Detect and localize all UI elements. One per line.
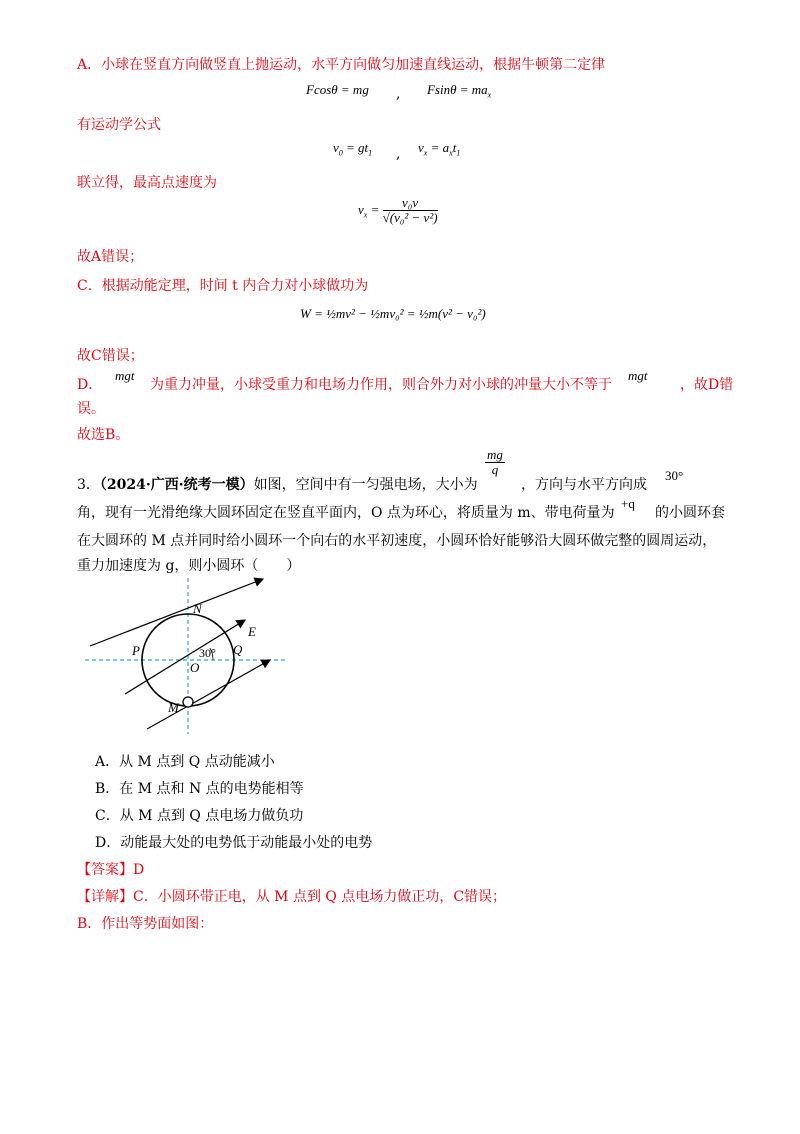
- solution-d-text2: ，故D错: [680, 377, 734, 393]
- choose-b: 故选B。: [77, 427, 130, 443]
- field-magnitude: [485, 448, 505, 477]
- charge-value: +q: [621, 496, 635, 511]
- c-wrong: 故C错误；: [77, 348, 144, 364]
- vx-numerator: v₀v: [383, 196, 438, 211]
- equation-f-cos-text: Fcosθ = mg: [306, 82, 369, 97]
- solution-d-label: D．: [77, 377, 103, 393]
- equation-vx-sub: x: [423, 148, 428, 158]
- question3-number: 3．: [77, 477, 100, 493]
- solution-d-text3: 误。: [77, 401, 105, 417]
- label-q: Q: [233, 642, 243, 657]
- field-angle: 30°: [665, 468, 684, 483]
- answer-label: 【答案】: [77, 862, 133, 878]
- label-o: O: [190, 660, 200, 675]
- answer-line: [77, 859, 144, 879]
- question3-text2: ，方向与水平方向成: [521, 477, 647, 493]
- vx-lhs: $v_x$ =: [358, 201, 380, 220]
- equation-separator-2: ,: [396, 146, 401, 162]
- vx-denominator: √(v₀² − v²): [382, 210, 438, 225]
- question3-text4: 的小圆环套: [655, 505, 725, 521]
- equation-vx: [418, 140, 460, 158]
- combine-line: 联立得，最高点速度为: [77, 175, 217, 191]
- small-ring: [183, 697, 193, 707]
- label-n: N: [193, 601, 202, 616]
- equation-f-sin: [427, 82, 491, 100]
- question3-text3: 角，现有一光滑绝缘大圆环固定在竖直平面内，O 点为环心，将质量为 m、带电荷量为: [77, 505, 615, 521]
- option-c: C．从 M 点到 Q 点电场力做负功: [95, 808, 304, 824]
- field-numerator: mg: [487, 447, 503, 462]
- equation-f-cos: [306, 82, 369, 98]
- equation-v0-sub2: 1: [368, 148, 373, 158]
- field-line-bottom: [147, 660, 270, 729]
- equation-vx-sub2: x: [449, 148, 453, 158]
- solution-d-text1: 为重力冲量，小球受重力和电场力作用，则合外力对小球的冲量大小不等于: [150, 377, 612, 393]
- equation-vx-rest: = a: [427, 140, 450, 155]
- solution-c-line: C．根据动能定理，时间 t 内合力对小球做功为: [77, 278, 369, 294]
- question3-text6: 重力加速度为 g，则小圆环（ ）: [77, 558, 301, 574]
- vx-lhs-sub: x: [363, 210, 368, 220]
- equation-v0-rest: = gt: [342, 140, 369, 155]
- answer-value: D: [133, 862, 145, 878]
- work-equation: W = ½mv² − ½mv₀² = ½m(v² − v₀²): [300, 306, 486, 321]
- equation-vx-v: v: [418, 140, 424, 155]
- equation-vx-final: [358, 196, 438, 225]
- equation-v0-sub: 0: [338, 148, 343, 158]
- detail-text: C．小圆环带正电，从 M 点到 Q 点电场力做正功，C错误；: [133, 889, 507, 905]
- d-mgt-2: mgt: [628, 368, 648, 383]
- question3-text1: 如图，空间中有一匀强电场，大小为: [253, 477, 478, 493]
- detail-line: [77, 886, 506, 906]
- a-wrong: 故A错误；: [77, 249, 144, 265]
- equation-vx-sub3: 1: [456, 148, 461, 158]
- question3-source: （2024·广西·统考一模）: [99, 477, 254, 493]
- equation-f-sin-text: Fsinθ = ma: [427, 82, 488, 97]
- vx-lhs-v: v: [358, 201, 364, 217]
- equation-f-sin-sub: x: [487, 90, 492, 100]
- question3-line1: [77, 474, 478, 494]
- detail-b-line: B．作出等势面如图：: [77, 916, 214, 932]
- option-b: B．在 M 点和 N 点的电势能相等: [95, 781, 304, 797]
- equation-v0: [333, 140, 372, 158]
- option-d: D．动能最大处的电势低于动能最小处的电势: [95, 835, 373, 851]
- option-a: A．从 M 点到 Q 点动能减小: [95, 754, 275, 770]
- kinematics-line: 有运动学公式: [77, 117, 161, 133]
- label-p: P: [132, 643, 140, 658]
- label-m: M: [168, 700, 179, 715]
- equation-separator: ,: [396, 86, 401, 102]
- equation-vx-t: t: [452, 140, 457, 155]
- vx-fraction: [383, 196, 438, 225]
- label-angle: 30°: [199, 646, 216, 660]
- label-e: E: [248, 624, 256, 639]
- field-line-top: [90, 579, 263, 646]
- solution-a-line: A．小球在竖直方向做竖直上抛运动，水平方向做匀加速直线运动，根据牛顿第二定律: [77, 57, 606, 73]
- question3-text5: 在大圆环的 M 点并同时给小圆环一个向右的水平初速度，小圆环恰好能够沿大圆环做完整的圆周运动，: [77, 533, 717, 549]
- detail-label: 【详解】: [77, 889, 133, 905]
- field-fraction: [485, 448, 505, 477]
- field-denominator: q: [491, 462, 499, 477]
- d-mgt-1: mgt: [115, 368, 135, 383]
- equation-v0-v: v: [333, 140, 339, 155]
- ring-figure: [85, 576, 295, 736]
